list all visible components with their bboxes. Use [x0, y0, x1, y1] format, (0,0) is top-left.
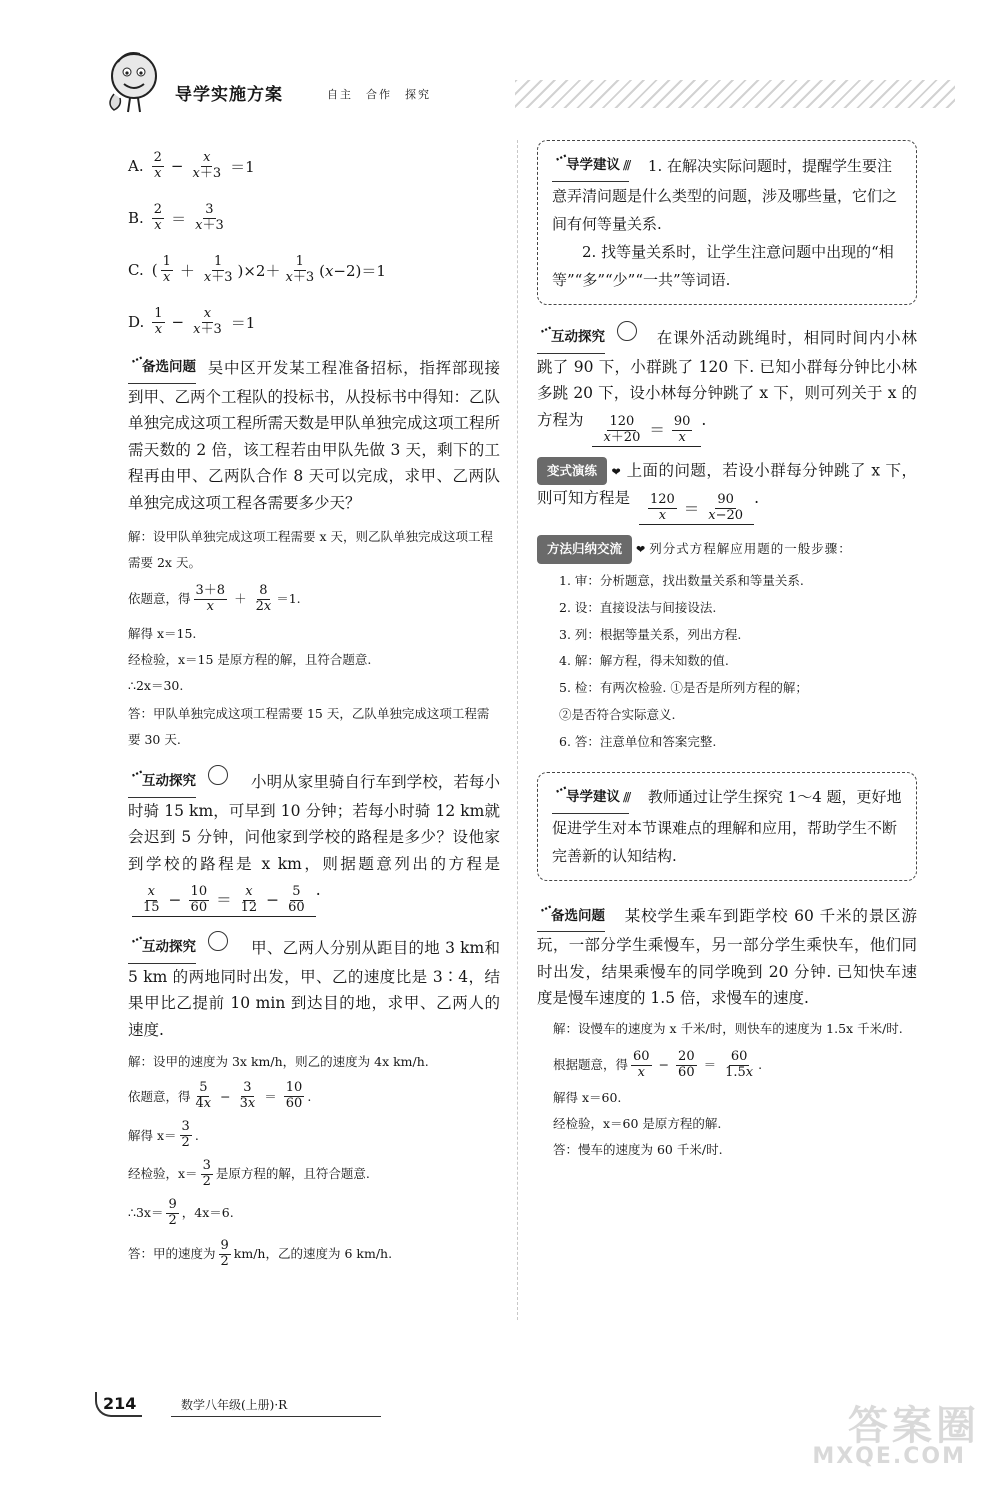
steps-list [537, 568, 917, 756]
tag-optional-problem: … 备选问题 [128, 354, 196, 384]
circle-icon [617, 321, 637, 341]
circle-icon [208, 931, 228, 951]
guidance-box-2: … 导学建议 /// 教师通过让学生探究 1～4 题，更好地促进学生对本节课难点的理解和应用，帮助学生不断完善新的认知结构. [537, 772, 917, 881]
problem-jump-rope: … 互动探究 在课外活动跳绳时，相同时间内小林跳了 90 下，小群跳了 120 下. 已知小群每分钟比小林多跳 20 下，设小林每分钟跳了 x 下，则可列关于 x 的方程为 $\frac{120}{x+20}$ ＝ $\frac{90}{x}$ . [537, 321, 917, 447]
method-summary: 方法归纳交流 ❤ 列分式方程解应用题的一般步骤： 1. 审：分析题意，找出数量关系和等量关系. 2. 设：直接设法与间接设法. 3. 列：根据等量关系，列出方程. 4. 解：解方程，得未知数的值. 5. 检：有两次检验. ①是否是所列方程的解； ②是否符合实际意义. 6. 答：注意单位和答案完整. [537, 535, 917, 755]
tag-interactive-explore: … 互动探究 [128, 768, 196, 798]
tag-interactive-explore: … 互动探究 [128, 934, 196, 964]
header-subtitle: 自主 合作 探究 [327, 88, 431, 101]
circle-icon [208, 765, 228, 785]
header-title: 导学实施方案 [175, 85, 283, 105]
option-d: D. $\frac{1}{x}$ − $\frac{x}{x+3}$ ＝1 [128, 305, 256, 337]
page-header [95, 40, 955, 120]
list-item: 2. 设：直接设法与间接设法. [559, 599, 717, 615]
problem-bus-trip: … 备选问题 某校学生乘车到距学校 60 千米的景区游玩，一部分学生乘慢车，另一部分学生乘快车，他们同时出发，结果乘慢车的同学晚到 20 分钟. 已知快车速度是慢车速度的 1.5 倍，求慢车的速度. [537, 903, 917, 1012]
left-column [128, 140, 500, 1270]
answer-variant-equation: $\frac{120}{x}$ ＝ $\frac{90}{x-20}$ [639, 493, 754, 525]
option-a: A. $\frac{2}{x}$ − $\frac{x}{x+3}$ ＝1 [128, 149, 255, 181]
column-divider [517, 140, 518, 1320]
watermark-logo: 答案圈 MXQE.COM [812, 1403, 980, 1469]
list-item: 3. 列：根据等量关系，列出方程. [559, 626, 742, 642]
tag-guidance: … 导学建议 /// [552, 783, 629, 814]
problem-variant: 变式演练 ❤ 上面的问题，若设小群每分钟跳了 x 下，则可知方程是 $\frac{120}{x}$ ＝ $\frac{90}{x-20}$ . [537, 457, 917, 526]
problem-speed-ratio: … 互动探究 甲、乙两人分别从距目的地 3 km和 5 km 的两地同时出发，甲、乙的速度比是 3∶4，结果甲比乙提前 10 min 到达目的地，求甲、乙两人的速度. [128, 931, 500, 1043]
page-footer [95, 1382, 395, 1422]
problem-bike-route: … 互动探究 小明从家里骑自行车到学校，若每小时骑 15 km，可早到 10 分钟；若每小时骑 12 km就会迟到 5 分钟，问他家到学校的路程是多少？设他家到学校的路程是 x km，则据题意列出的方程是 $\frac{x}{15}$ − $\frac{10}{60}$ ＝ $\frac{x}{12}$ − $\frac{5}{60}$ . [128, 765, 500, 917]
solution-speed-ratio: 解：设甲的速度为 3x km/h，则乙的速度为 4x km/h. 依题意，得 $\frac{5}{4x}$ − $\frac{3}{3x}$ ＝ $\frac{10}{60}$ . 解得 x＝ $\frac{3}{2}$ . 经检验，x＝ $\frac{3}{2}$ 是原方程的解，且符合题意. ∴3x＝ $\frac{9}{2}$ ，4x＝6. 答：甲的速度为 $\frac{9}{2}$ km/h，乙的速度为 6 km/h. [128, 1054, 429, 1269]
tag-method-summary: 方法归纳交流 [537, 535, 632, 564]
footer-rule [171, 1416, 381, 1417]
option-c: C. ( $\frac{1}{x}$ ＋ $\frac{1}{x+3}$ )×2＋ $\frac{1}{x+3}$ (x−2)＝1 [128, 253, 386, 285]
answer-jump-equation: $\frac{120}{x+20}$ ＝ $\frac{90}{x}$ [592, 415, 701, 447]
mascot-icon [100, 48, 162, 116]
list-item: 4. 解：解方程，得未知数的值. [559, 653, 729, 669]
option-b: B. $\frac{2}{x}$ ＝ $\frac{3}{x+3}$ [128, 201, 224, 233]
right-column [537, 140, 917, 1163]
answer-bike-equation: $\frac{x}{15}$ − $\frac{10}{60}$ ＝ $\frac{x}{12}$ − $\frac{5}{60}$ [132, 885, 316, 917]
header-decoration [515, 80, 955, 108]
tag-optional-problem: … 备选问题 [537, 903, 605, 933]
solution-engineering: 解：设甲队单独完成这项工程需要 x 天，则乙队单独完成这项工程需要 2x 天。 依题意，得 $\frac{3+8}{x}$ ＋ $\frac{8}{2x}$ ＝1. 解得 x＝15. 经检验，x＝15 是原方程的解，且符合题意. ∴2x＝30. 答：甲队单独完成这项工程需要 15 天，乙队单独完成这项工程需要 30 天. [128, 529, 493, 747]
guidance-box-1: … 导学建议 /// 1. 在解决实际问题时，提醒学生要注意弄清问题是什么类型的问题，涉及哪些量，它们之间有何等量关系. 2. 找等量关系时，让学生注意问题中出现的“相等”“多”“少”“一共”等词语. [537, 140, 917, 305]
tag-variant-practice: 变式演练 [537, 457, 607, 486]
list-item: 5. 检：有两次检验. ①是否是所列方程的解； [559, 680, 808, 696]
page-number: 214 [95, 1392, 142, 1417]
footer-book-title: 数学八年级(上册)·R [181, 1398, 288, 1412]
tag-guidance: … 导学建议 /// [552, 151, 629, 182]
list-item: 6. 答：注意单位和答案完整. [559, 733, 717, 749]
list-item: 1. 审：分析题意，找出数量关系和等量关系. [559, 573, 804, 589]
list-item: ②是否符合实际意义. [559, 707, 676, 723]
tag-interactive-explore: … 互动探究 [537, 324, 605, 354]
solution-bus-trip: 解：设慢车的速度为 x 千米/时，则快车的速度为 1.5x 千米/时. 根据题意，得 $\frac{60}{x}$ − $\frac{20}{60}$ ＝ $\frac{60}{1.5x}$ . 解得 x＝60. 经检验，x＝60 是原方程的解. 答：慢车的速度为 60 千米/时. [553, 1020, 903, 1157]
problem-engineering: … 备选问题 吴中区开发某工程准备招标，指挥部现接到甲、乙两个工程队的投标书，从投标书中得知：乙队单独完成这项工程所需天数是甲队单独完成这项工程所需天数的 2 倍，该工程若由甲队先做 3 天，剩下的工程再由甲、乙两队合作 8 天可以完成，求甲、乙两队单独完成这项工程各需要多少天？ [128, 354, 500, 516]
